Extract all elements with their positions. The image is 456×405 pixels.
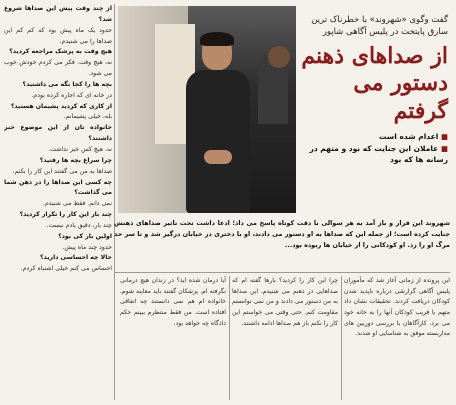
horizontal-rule: [114, 272, 450, 273]
headline-title: از صداهای ذهنم دستور می گرفتم: [301, 42, 448, 124]
question: از چند وقت پیش این صداها شروع شد؟: [4, 5, 112, 23]
answer: حدود چند ماه پیش.: [62, 243, 112, 251]
answer: نه، هیچ وقت. فکر می کردم خودش خوب می شود.: [4, 59, 112, 78]
bullet-icon: ■: [438, 132, 448, 142]
column-divider: [341, 276, 342, 400]
answer: احساس می کنم خیلی اشتباه کردم.: [20, 265, 112, 273]
answer: نمی دانم. فقط می شنیدم.: [42, 200, 112, 208]
lead-line-2: عاملان این جنایت که بود و متهم در رسانه ها که بود: [309, 143, 448, 165]
bottom-column-2: چرا این کار را کردید؟ بارها گفته ام که صداهایی در ذهنم می شنیدم. این صداها به من دستور می دادند و من نمی توانستم مقاومت کنم. حتی وقتی می خواستم این کار را نکنم باز هم صداها ادامه داشتند.: [232, 277, 338, 327]
question: چند بار این کار را تکرار کردید؟: [19, 211, 112, 219]
bottom-column-3: آیا درمان شده اید؟ در زندان هیچ درمانی نگرفته ام. پزشکان گفتند باید معاینه شوم. خانواده ام هم نمی دانستند چه اتفاقی افتاده است. من فقط منتظرم ببینم حکم دادگاه چه خواهد بود.: [120, 277, 226, 327]
column-divider: [229, 276, 230, 400]
photo-hair: [200, 32, 234, 46]
question: خانواده تان از این موضوع خبر داشتند؟: [4, 124, 112, 143]
left-interview-column: [4, 4, 112, 398]
photo-background-head: [268, 46, 290, 68]
column-divider: [114, 4, 115, 400]
answer: صداها به من می گفتند این کار را بکنم.: [12, 167, 112, 175]
question: اولین بار کی بود؟: [58, 232, 112, 240]
answer: بله، خیلی پشیمانم.: [63, 113, 112, 121]
answer: چند بار، دقیق یادم نیست.: [46, 221, 112, 229]
suspect-photo: [118, 6, 296, 213]
headline-kicker: گفت وگوی «شهروند» با خطرناک ترین سارق پایتخت در پلیس آگاهی شاپور: [311, 15, 448, 38]
answer: نه، هیچ کس خبر نداشت.: [48, 145, 112, 153]
photo-suspect-figure: [180, 32, 256, 213]
lead-line-1: اعدام شده است: [378, 132, 439, 142]
question: از کاری که کردید پشیمان هستید؟: [10, 102, 112, 110]
question: بچه ها را کجا نگه می داشتید؟: [22, 80, 112, 88]
bullet-icon: ■: [438, 143, 448, 153]
bottom-column-1: این پرونده از زمانی آغاز شد که مأموران پلیس آگاهی گزارشی درباره ناپدید شدن کودکان دریافت کردند. تحقیقات نشان داد متهم با فریب کودکان آنها را به خانه خود می برد. کارآگاهان با بررسی دوربین های مداربسته موفق به شناسایی او شدند.: [344, 277, 450, 338]
answer: در خانه ای که اجاره کرده بودم.: [31, 91, 112, 99]
question: هیچ وقت به پزشک مراجعه کردید؟: [9, 48, 112, 56]
answer: حدود یک ماه پیش بود که کم کم این صداها را می شنیدم.: [4, 26, 112, 45]
question: حالا چه احساسی دارید؟: [40, 254, 112, 262]
photo-body: [186, 70, 250, 213]
intro-paragraph: شهروند این قرار و باز آمد به هر سوالی با دقت کوتاه پاسخ می داد؛ ادعا داشت تحت تاثیر صداهای ذهنش جنایت کرده است؛ از جمله این که صداها به او دستور می دادند، او با دختری در خیابان درگیر شد و تا سر حد مرگ او را زد. او کودکانی را از خیابان ها ربوده بود...: [114, 219, 450, 249]
headline-block: [298, 14, 448, 166]
photo-hands: [204, 150, 232, 164]
question: چه کسی این صداها را در ذهن شما می گذاشت؟: [4, 178, 112, 197]
headline-lead: [298, 131, 448, 166]
question: چرا سراغ بچه ها رفتید؟: [39, 156, 112, 164]
